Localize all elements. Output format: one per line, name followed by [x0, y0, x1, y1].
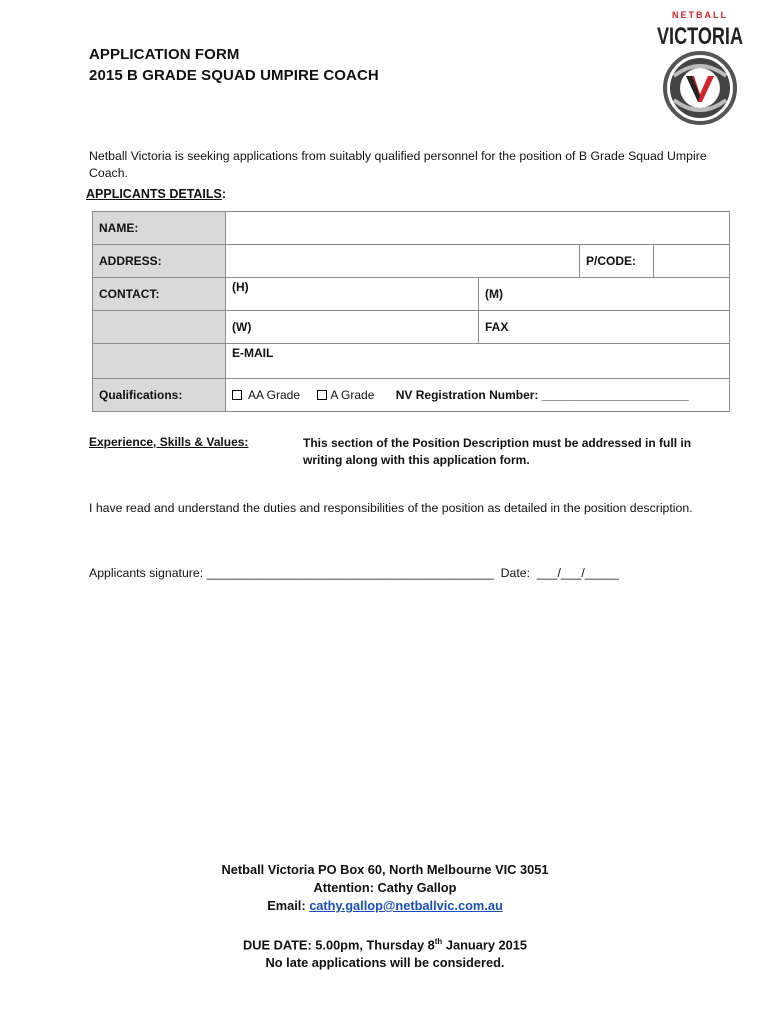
intro-paragraph: Netball Victoria is seeking applications from suitably qualified personnel for the position of B Grade Squad Umpire Coach. — [89, 149, 707, 180]
checkbox-icon — [317, 390, 327, 400]
experience-label: Experience, Skills & Values: — [89, 435, 249, 449]
work-phone-input[interactable] — [226, 311, 478, 343]
email-row-label — [93, 344, 226, 379]
address-row — [93, 245, 730, 278]
due-date-prefix: DUE DATE: 5.00pm, Thursday 8 — [243, 937, 435, 953]
work-row-label — [93, 311, 226, 344]
name-label: NAME: — [93, 212, 226, 245]
pcode-input[interactable] — [653, 245, 729, 277]
checkbox-icon — [232, 390, 242, 400]
applicants-heading-colon: : — [221, 187, 227, 201]
aa-grade-checkbox[interactable] — [232, 388, 300, 402]
applicant-details-table — [92, 211, 730, 412]
footer-contact — [0, 861, 770, 972]
due-date-sup: th — [434, 937, 443, 946]
email-row — [93, 344, 730, 379]
logo-top-text: NETBALL — [672, 10, 728, 20]
netball-victoria-badge-icon — [630, 6, 765, 126]
no-late-notice: No late applications will be considered. — [265, 955, 505, 971]
home-phone-label: (H) — [232, 280, 249, 294]
nv-registration-input[interactable]: ______________________ — [541, 388, 689, 402]
date-input[interactable]: ___/___/_____ — [536, 566, 619, 580]
date-label: Date: — [500, 566, 531, 580]
footer-email-line — [0, 897, 770, 915]
footer-attention: Attention: Cathy Gallop — [313, 880, 457, 895]
footer-email-label: Email: — [267, 898, 306, 913]
signature-line — [89, 566, 619, 580]
footer-address: Netball Victoria PO Box 60, North Melbourne VIC 3051 — [221, 862, 549, 877]
nv-registration-label: NV Registration Number: — [395, 388, 539, 402]
address-label: ADDRESS: — [93, 245, 226, 278]
name-row — [93, 212, 730, 245]
name-input[interactable] — [226, 212, 730, 245]
a-grade-checkbox[interactable] — [317, 388, 374, 402]
fax-input[interactable] — [478, 311, 729, 343]
netball-victoria-logo — [630, 6, 765, 126]
page-title — [89, 44, 379, 86]
declaration-text: I have read and understand the duties and responsibilities of the position as detailed in the position description. — [89, 501, 693, 515]
home-phone-input[interactable] — [226, 278, 478, 310]
mobile-phone-input[interactable] — [478, 278, 729, 310]
signature-input[interactable]: __________________________________________ — [206, 566, 494, 580]
email-input[interactable] — [226, 344, 730, 379]
due-date — [0, 933, 770, 954]
applicants-heading — [86, 187, 226, 201]
experience-text: This section of the Position Description must be addressed in full in writing along with this application form. — [303, 436, 692, 467]
applicants-heading-text: APPLICANTS DETAILS — [86, 187, 222, 201]
qualifications-label: Qualifications: — [93, 379, 226, 412]
a-grade-label: A Grade — [330, 388, 375, 402]
logo-main-text: VICTORIA — [657, 23, 743, 50]
qualifications-row — [93, 379, 730, 412]
work-phone-label: (W) — [232, 320, 252, 334]
contact-label: CONTACT: — [93, 278, 226, 311]
email-label: E-MAIL — [232, 346, 274, 360]
address-input[interactable] — [226, 245, 579, 277]
pcode-label: P/CODE: — [579, 245, 653, 277]
title-line-1: APPLICATION FORM — [89, 46, 240, 63]
contact-row — [93, 278, 730, 311]
fax-label: FAX — [485, 320, 509, 334]
aa-grade-label: AA Grade — [248, 388, 301, 402]
mobile-phone-label: (M) — [485, 287, 503, 301]
footer-email-link[interactable]: cathy.gallop@netballvic.com.au — [309, 898, 503, 913]
work-row — [93, 311, 730, 344]
signature-label: Applicants signature: — [89, 566, 204, 580]
title-line-2: 2015 B GRADE SQUAD UMPIRE COACH — [89, 67, 379, 84]
due-date-suffix: January 2015 — [442, 937, 527, 953]
